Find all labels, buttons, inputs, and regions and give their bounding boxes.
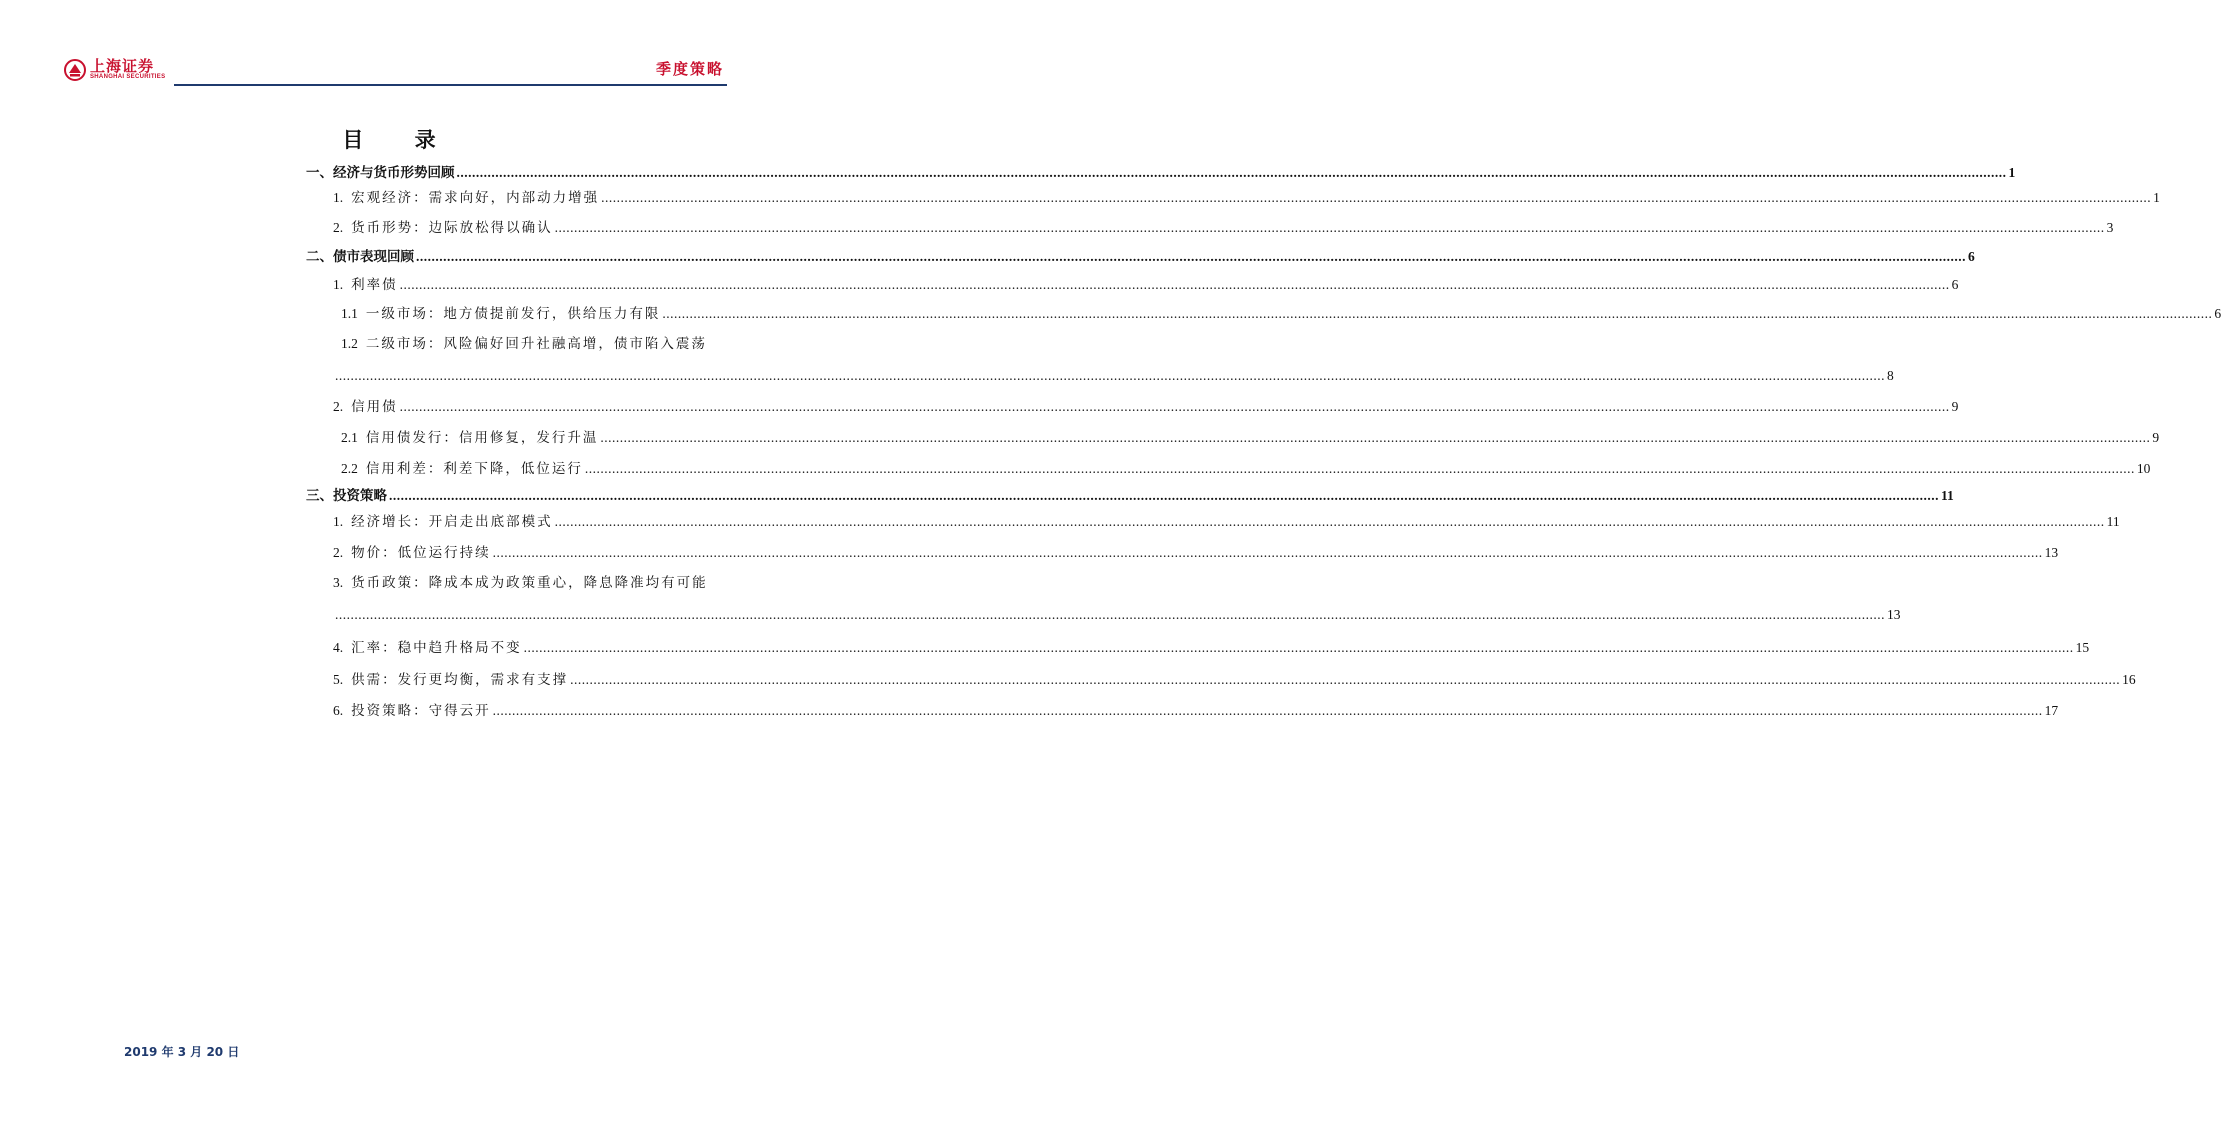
- toc-entry-number: 一、: [306, 165, 333, 181]
- toc-entry-page: 6: [1968, 249, 1975, 264]
- toc-entry-number: 2.: [333, 545, 344, 560]
- toc-entry-number: 1.2: [341, 336, 358, 351]
- toc-entry-number: 2.1: [341, 430, 358, 445]
- toc-leader-dots: ................................................................................................................................................................................................................................................................................................................................................................................................................: [492, 703, 2043, 718]
- toc-leader-dots: ................................................................................................................................................................................................................................................................................................................................................................................................................: [389, 488, 1939, 503]
- toc-entry[interactable]: [333, 275, 1959, 295]
- toc-entry[interactable]: [306, 163, 2016, 183]
- toc-leader-dots: ................................................................................................................................................................................................................................................................................................................................................................................................................: [456, 165, 2007, 180]
- toc-entry[interactable]: [333, 605, 1901, 625]
- toc-entry[interactable]: [341, 459, 2151, 479]
- toc-entry[interactable]: [306, 486, 1954, 506]
- toc-entry-number: 1.: [333, 514, 344, 529]
- toc-entry-page: 1: [2008, 165, 2016, 180]
- report-date: 2019 年 3 月 20 日: [124, 1045, 240, 1059]
- toc-entry-page: 8: [1887, 368, 1894, 383]
- toc-entry[interactable]: [341, 304, 2221, 324]
- toc-entry-page: 13: [1887, 607, 1901, 622]
- toc-entry-page: 3: [2106, 220, 2114, 235]
- toc-entry-page: 11: [1941, 488, 1954, 503]
- toc-entry-title: 信用利差：利差下降，低位运行: [365, 461, 583, 477]
- page-header: [0, 0, 800, 90]
- toc-entry[interactable]: [333, 397, 1959, 417]
- toc-entry-page: 16: [2122, 672, 2136, 687]
- toc-entry-number: 三、: [306, 488, 333, 504]
- toc-leader-dots: ................................................................................................................................................................................................................................................................................................................................................................................................................: [335, 368, 1885, 383]
- toc-entry-title: 债市表现回顾: [333, 249, 414, 265]
- brand-logo: [64, 58, 165, 81]
- toc-entry-title: 宏观经济：需求向好，内部动力增强: [351, 190, 600, 206]
- toc-entry-title: 汇率：稳中趋升格局不变: [351, 640, 522, 656]
- toc-entry-title: 利率债: [351, 277, 398, 293]
- toc-entry-page: 6: [1951, 277, 1959, 292]
- toc-leader-dots: ................................................................................................................................................................................................................................................................................................................................................................................................................: [570, 672, 2121, 687]
- toc-entry[interactable]: [333, 366, 1894, 386]
- toc-leader-dots: ................................................................................................................................................................................................................................................................................................................................................................................................................: [492, 545, 2043, 560]
- toc-entry-page: 17: [2044, 703, 2059, 718]
- toc-entry-page: 9: [1951, 399, 1959, 414]
- toc-leader-dots: ................................................................................................................................................................................................................................................................................................................................................................................................................: [554, 514, 2105, 529]
- toc-entry-number: 2.2: [341, 461, 358, 476]
- toc-entry-number: 3.: [333, 575, 344, 590]
- toc-entry[interactable]: [333, 670, 2136, 690]
- toc-entry-number: 5.: [333, 672, 344, 687]
- toc-entry-title: 经济增长：开启走出底部模式: [351, 514, 553, 530]
- brand-name-cn: 上海证券: [90, 57, 155, 75]
- toc-entry-number: 1.: [333, 190, 344, 205]
- toc-entry-number: 1.1: [341, 306, 358, 321]
- toc-entry-page: 1: [2153, 190, 2160, 205]
- toc-leader-dots: ................................................................................................................................................................................................................................................................................................................................................................................................................: [600, 430, 2151, 445]
- toc-leader-dots: ................................................................................................................................................................................................................................................................................................................................................................................................................: [399, 399, 1950, 414]
- toc-entry-title: 经济与货币形势回顾: [333, 165, 455, 181]
- toc-leader-dots: ................................................................................................................................................................................................................................................................................................................................................................................................................: [335, 607, 1885, 622]
- toc-leader-dots: ................................................................................................................................................................................................................................................................................................................................................................................................................: [399, 277, 1950, 292]
- brand-logo-icon: [64, 59, 86, 81]
- toc-leader-dots: ................................................................................................................................................................................................................................................................................................................................................................................................................: [416, 249, 1966, 264]
- toc-entry[interactable]: [333, 543, 2059, 563]
- toc-entry-number: 2.: [333, 399, 344, 414]
- toc-entry[interactable]: [333, 573, 722, 593]
- toc-entry[interactable]: [341, 428, 2160, 448]
- toc-entry-title: 投资策略: [333, 488, 387, 504]
- toc-leader-dots: ................................................................................................................................................................................................................................................................................................................................................................................................................: [554, 220, 2105, 235]
- toc-entry-title: 投资策略：守得云开: [351, 703, 491, 719]
- toc-entry-number: 2.: [333, 220, 344, 235]
- toc-entry-page: 10: [2136, 461, 2151, 476]
- toc-entry[interactable]: [333, 218, 2114, 238]
- toc-entry-number: 4.: [333, 640, 344, 655]
- header-divider: [174, 84, 727, 86]
- toc-entry-number: 1.: [333, 277, 344, 292]
- toc-entry[interactable]: [333, 701, 2059, 721]
- toc-entry-page: 13: [2044, 545, 2059, 560]
- toc-leader-dots: ................................................................................................................................................................................................................................................................................................................................................................................................................: [662, 306, 2213, 321]
- toc-entry[interactable]: [341, 334, 722, 354]
- toc-entry[interactable]: [333, 512, 2120, 532]
- toc-entry-title: 二级市场：风险偏好回升社融高增，债市陷入震荡: [365, 336, 707, 352]
- toc-entry[interactable]: [333, 638, 2090, 658]
- toc-leader-dots: ................................................................................................................................................................................................................................................................................................................................................................................................................: [584, 461, 2135, 476]
- toc-leader-dots: ................................................................................................................................................................................................................................................................................................................................................................................................................: [601, 190, 2152, 205]
- toc-entry-number: 6.: [333, 703, 344, 718]
- toc-entry-page: 11: [2106, 514, 2120, 529]
- toc-entry-page: 15: [2075, 640, 2090, 655]
- toc-entry-title: 供需：发行更均衡，需求有支撑: [351, 672, 569, 688]
- toc-entry[interactable]: [333, 188, 2160, 208]
- toc-entry-title: 信用债发行：信用修复，发行升温: [365, 430, 599, 446]
- report-type-label: 季度策略: [655, 60, 724, 78]
- toc-entry-page: 6: [2214, 306, 2221, 321]
- toc-entry-title: 货币形势：边际放松得以确认: [351, 220, 553, 236]
- toc-leader-dots: ................................................................................................................................................................................................................................................................................................................................................................................................................: [523, 640, 2074, 655]
- brand-name-en: SHANGHAI SECURITIES: [90, 74, 166, 80]
- toc-entry-page: 9: [2152, 430, 2160, 445]
- toc-entry-title: 一级市场：地方债提前发行，供给压力有限: [365, 306, 661, 322]
- toc-entry-title: 信用债: [351, 399, 398, 415]
- toc-entry-number: 二、: [306, 249, 333, 265]
- toc-title: 目 录: [342, 128, 458, 152]
- toc-entry[interactable]: [306, 247, 1975, 267]
- toc-entry-title: 货币政策：降成本成为政策重心，降息降准均有可能: [351, 575, 708, 591]
- toc-entry-title: 物价：低位运行持续: [351, 545, 491, 561]
